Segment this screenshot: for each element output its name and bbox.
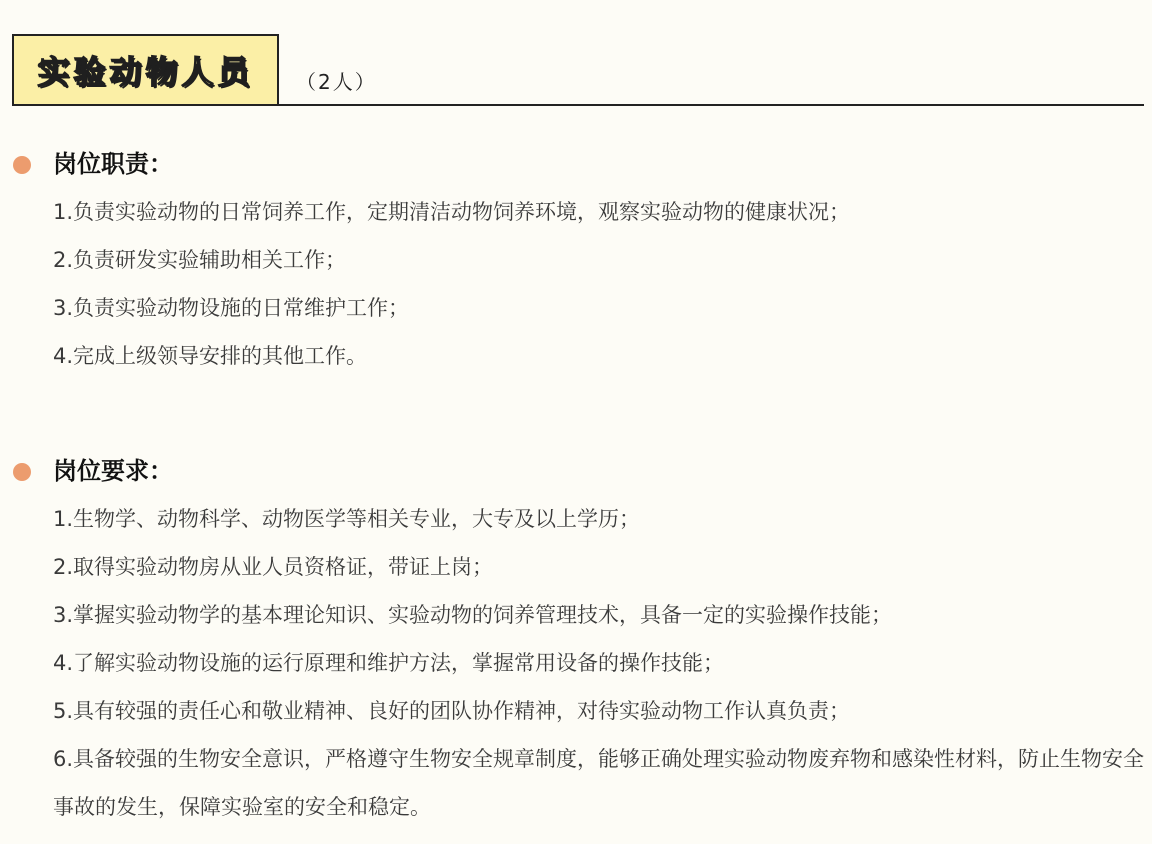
- header-divider: [279, 104, 1144, 106]
- duty-item: 3.负责实验动物设施的日常维护工作；: [53, 296, 410, 320]
- duties-heading: 岗位职责：: [53, 150, 173, 178]
- requirement-item: 1.生物学、动物科学、动物医学等相关专业，大专及以上学历；: [53, 507, 641, 531]
- requirements-heading-row: [0, 453, 600, 489]
- bullet-dot-icon: [13, 156, 31, 174]
- requirement-item: 6.具备较强的生物安全意识，严格遵守生物安全规章制度，能够正确处理实验动物废弃物和感染性材料，防止生物安全事故的发生，保障实验室的安全和稳定。: [53, 747, 1145, 819]
- duty-item: 4.完成上级领导安排的其他工作。: [53, 344, 368, 368]
- page-title: 实验动物人员: [37, 53, 254, 91]
- duty-item: 2.负责研发实验辅助相关工作；: [53, 248, 347, 272]
- duties-heading-row: [0, 146, 600, 182]
- title-box: [12, 34, 279, 106]
- duty-item: 1.负责实验动物的日常饲养工作，定期清洁动物饲养环境，观察实验动物的健康状况；: [53, 200, 851, 224]
- requirement-item: 5.具有较强的责任心和敬业精神、良好的团队协作精神，对待实验动物工作认真负责；: [53, 699, 851, 723]
- requirement-item: 3.掌握实验动物学的基本理论知识、实验动物的饲养管理技术，具备一定的实验操作技能；: [53, 603, 893, 627]
- bullet-dot-icon: [13, 463, 31, 481]
- page-header: [12, 34, 1144, 106]
- requirement-item: 2.取得实验动物房从业人员资格证，带证上岗；: [53, 555, 494, 579]
- requirements-heading: 岗位要求：: [53, 457, 173, 485]
- headcount-label: （2人）: [296, 70, 377, 94]
- requirement-item: 4.了解实验动物设施的运行原理和维护方法，掌握常用设备的操作技能；: [53, 651, 725, 675]
